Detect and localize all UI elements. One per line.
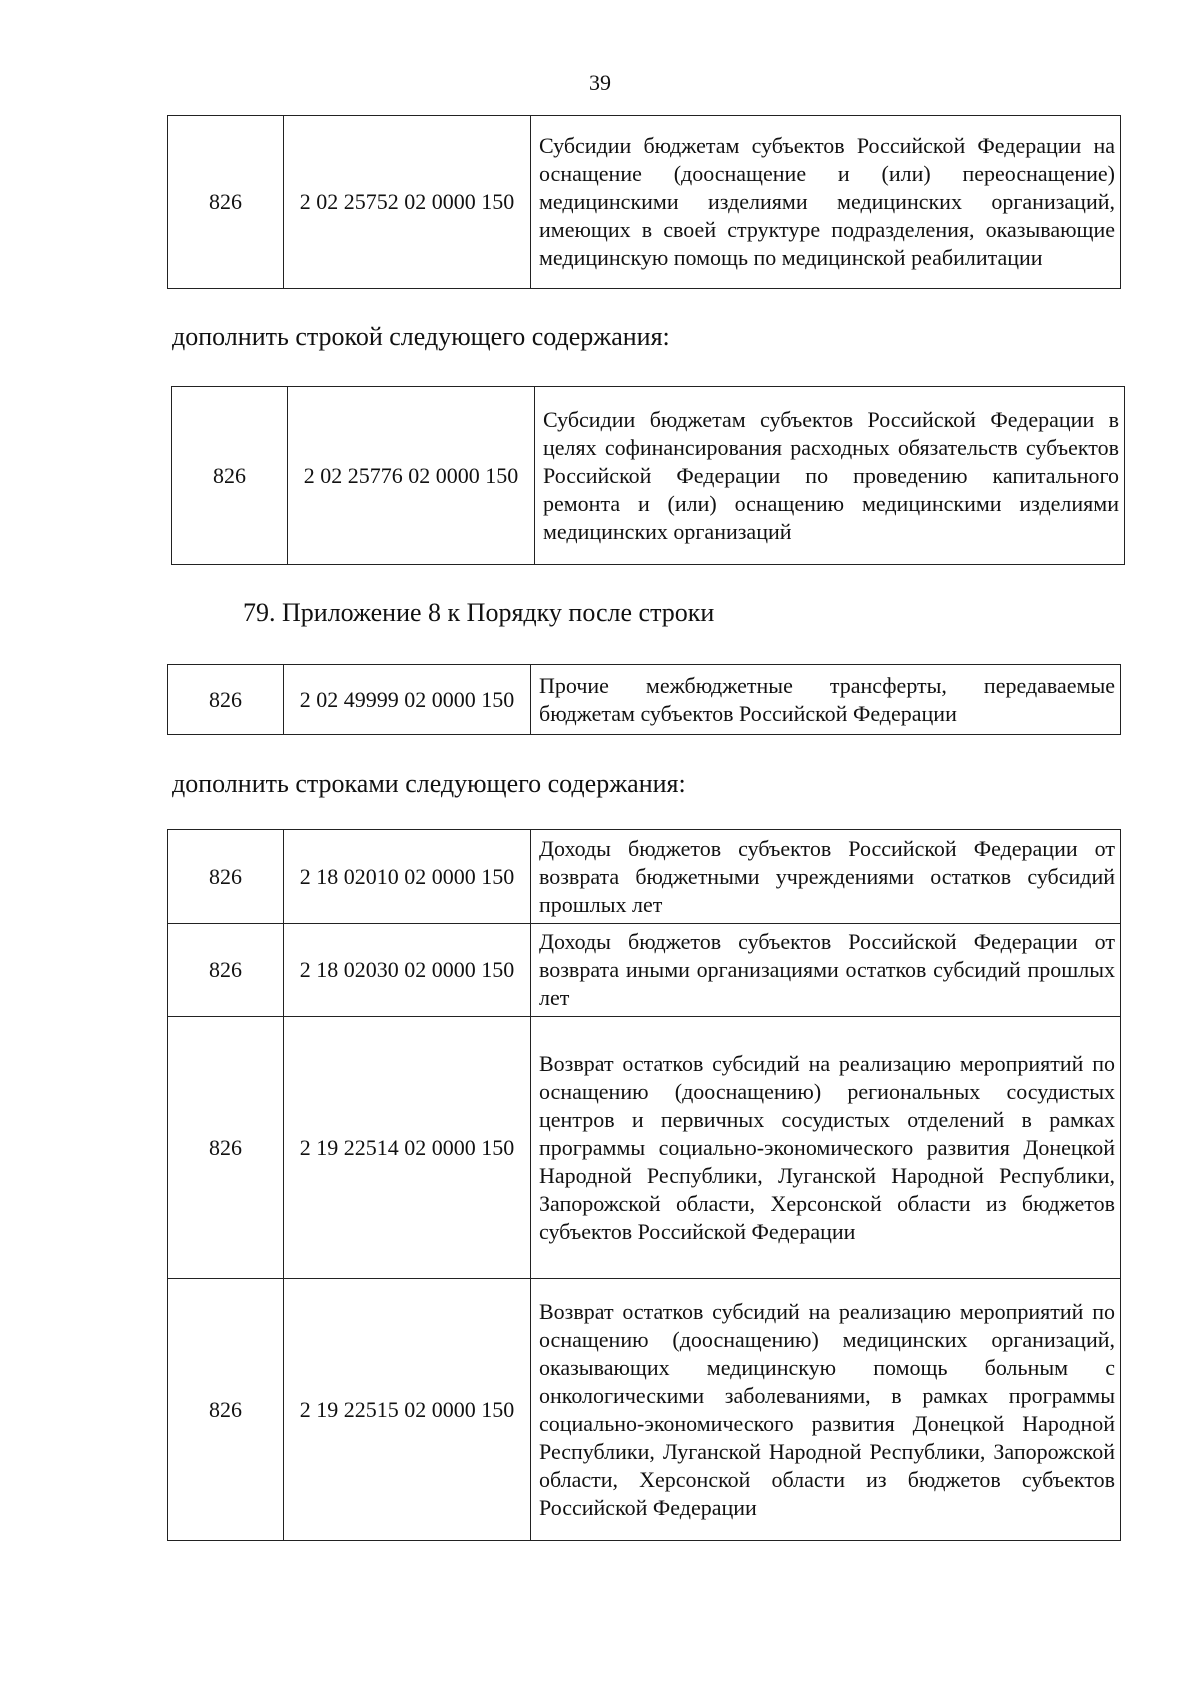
table-row — [168, 830, 1121, 924]
revenue-description-cell: Субсидии бюджетам субъектов Российской Федерации в целях софинансирования расходных обязательств субъектов Российской Федерации по проведению капитального ремонта и (или) оснащению медицинскими изделиями медицинских организаций — [535, 387, 1125, 565]
table-row — [168, 1279, 1121, 1541]
admin-code-cell: 826 — [168, 116, 284, 289]
budget-codes-table-added — [171, 386, 1125, 565]
table-row — [168, 1017, 1121, 1279]
section-heading-79: 79. Приложение 8 к Порядку после строки — [243, 598, 715, 627]
page-number: 39 — [589, 70, 611, 95]
admin-code-cell: 826 — [168, 1279, 284, 1541]
table-row — [168, 665, 1121, 735]
revenue-code-cell: 2 02 25776 02 0000 150 — [288, 387, 535, 565]
revenue-description-cell: Возврат остатков субсидий на реализацию мероприятий по оснащению (дооснащению) региональных сосудистых центров и первичных сосудистых отделений в рамках программы социально-экономического развития Донецкой Народной Республики, Луганской Народной Республики, Запорожской области, Херсонской области из бюджетов субъектов Российской Федерации — [531, 1017, 1121, 1279]
admin-code-cell: 826 — [168, 1017, 284, 1279]
revenue-code-cell: 2 18 02010 02 0000 150 — [284, 830, 531, 924]
revenue-code-cell: 2 19 22514 02 0000 150 — [284, 1017, 531, 1279]
revenue-description-cell: Доходы бюджетов субъектов Российской Федерации от возврата бюджетными учреждениями остатков субсидий прошлых лет — [531, 830, 1121, 924]
revenue-code-cell: 2 02 49999 02 0000 150 — [284, 665, 531, 735]
revenue-description-cell: Возврат остатков субсидий на реализацию мероприятий по оснащению (дооснащению) медицинских организаций, оказывающих медицинскую помощь больным с онкологическими заболеваниями, в рамках программы социально-экономического развития Донецкой Народной Республики, Луганской Народной Республики, Запорожской области, Херсонской области из бюджетов субъектов Российской Федерации — [531, 1279, 1121, 1541]
table-row — [168, 924, 1121, 1017]
budget-codes-table-new-rows — [167, 829, 1121, 1541]
instruction-add-row: дополнить строкой следующего содержания: — [172, 322, 670, 351]
budget-codes-table-existing — [167, 115, 1121, 289]
revenue-code-cell: 2 18 02030 02 0000 150 — [284, 924, 531, 1017]
budget-codes-table-anchor — [167, 664, 1121, 735]
table-row — [168, 116, 1121, 289]
revenue-description-cell: Прочие межбюджетные трансферты, передаваемые бюджетам субъектов Российской Федерации — [531, 665, 1121, 735]
admin-code-cell: 826 — [168, 665, 284, 735]
revenue-description-cell: Доходы бюджетов субъектов Российской Федерации от возврата иными организациями остатков субсидий прошлых лет — [531, 924, 1121, 1017]
admin-code-cell: 826 — [168, 924, 284, 1017]
revenue-code-cell: 2 19 22515 02 0000 150 — [284, 1279, 531, 1541]
admin-code-cell: 826 — [172, 387, 288, 565]
instruction-add-rows: дополнить строками следующего содержания: — [172, 769, 686, 798]
revenue-description-cell: Субсидии бюджетам субъектов Российской Федерации на оснащение (дооснащение и (или) переоснащение) медицинскими изделиями медицинских организаций, имеющих в своей структуре подразделения, оказывающие медицинскую помощь по медицинской реабилитации — [531, 116, 1121, 289]
admin-code-cell: 826 — [168, 830, 284, 924]
revenue-code-cell: 2 02 25752 02 0000 150 — [284, 116, 531, 289]
table-row — [172, 387, 1125, 565]
